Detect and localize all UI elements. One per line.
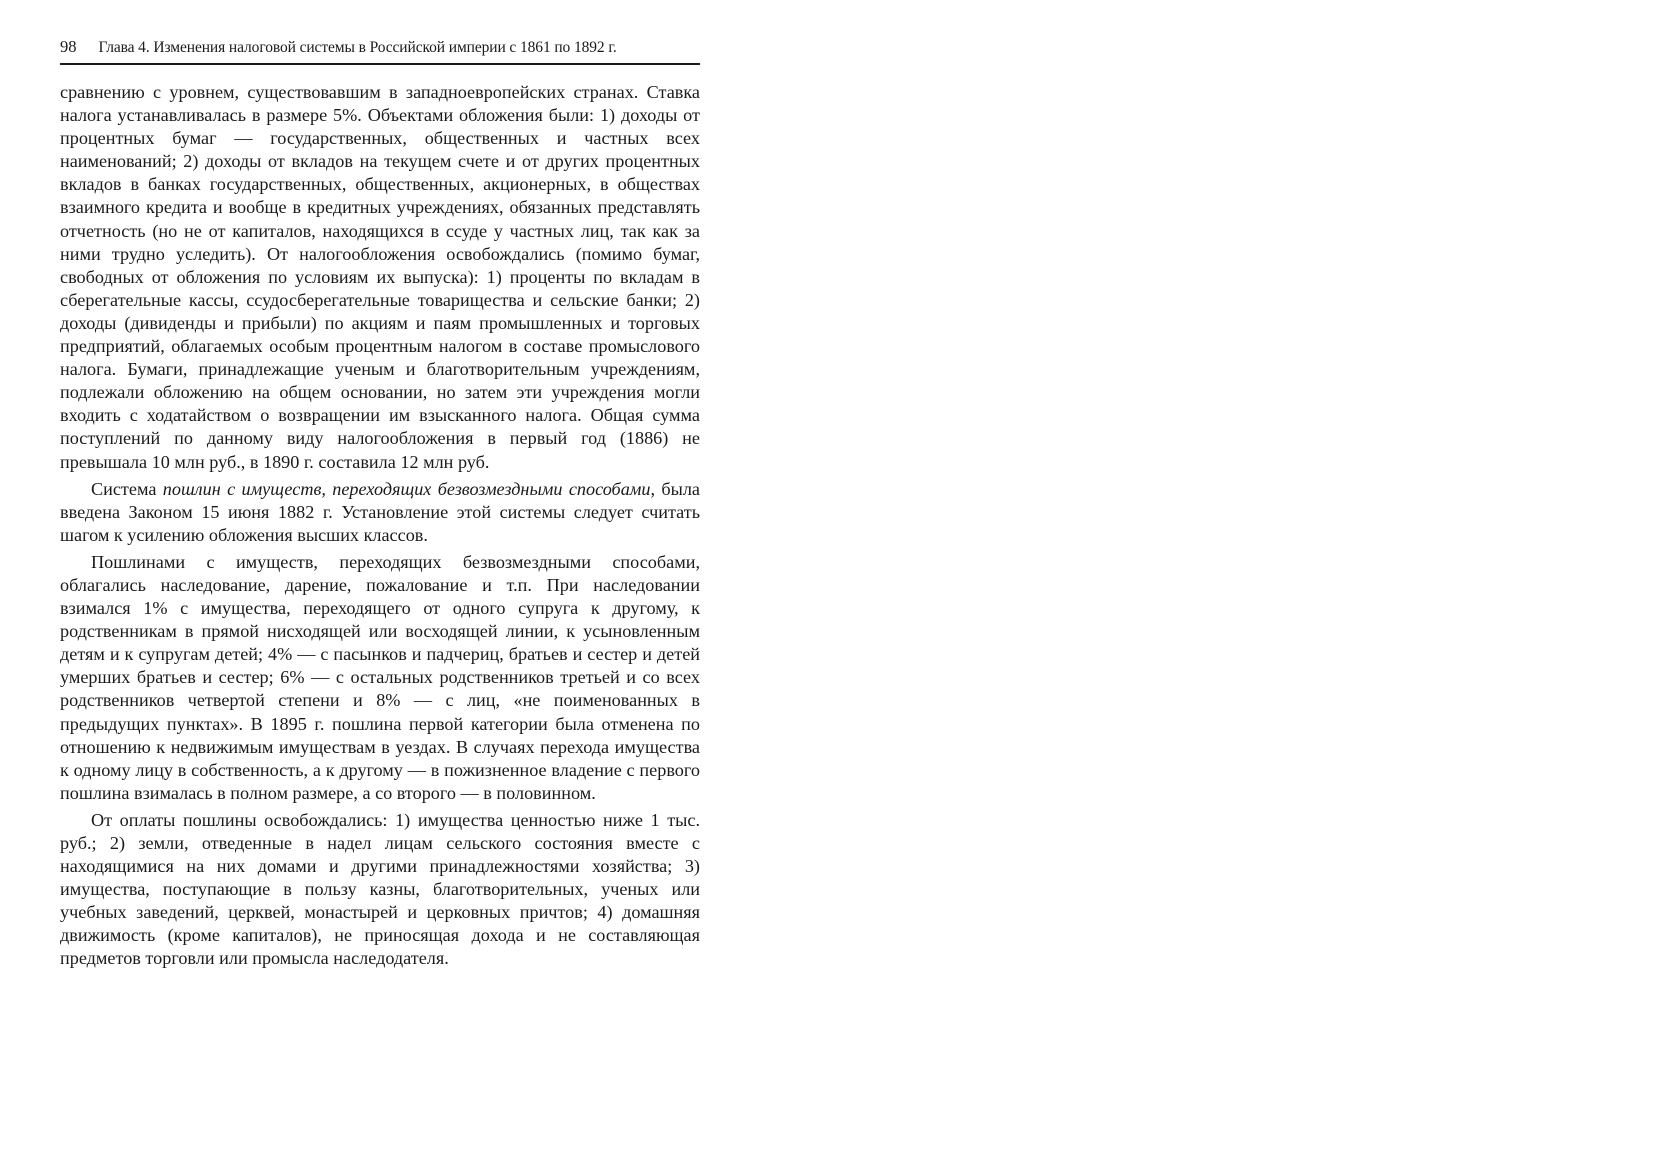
body-text xyxy=(60,81,700,971)
book-page xyxy=(60,36,700,971)
paragraph-rest: , была введена Законом 15 июня 1882 г. Установление этой системы следует считать шагом к усилению обложения высших классов. xyxy=(60,478,701,545)
paragraph-gift-duties-intro xyxy=(60,478,700,547)
running-title: Глава 4. Изменения налоговой системы в Российской империи с 1861 по 1892 г. xyxy=(98,39,617,56)
page-header xyxy=(60,36,700,65)
paragraph-exemptions: От оплаты пошлины освобождались: 1) имущества ценностью ниже 1 тыс. руб.; 2) земли, отведенные в надел лицам сельского состояния вместе с находящимися на них домами и другими принадлежностями хозяйства; 3) имущества, поступающие в пользу казны, благотворительных, ученых или учебных заведений, церквей, монастырей и церковных причтов; 4) домашняя движимость (кроме капиталов), не приносящая дохода и не составляющая предметов торговли или промысла наследодателя. xyxy=(60,809,700,969)
paragraph-lead: Система xyxy=(91,478,163,499)
italic-term: пошлин с имуществ, переходящих безвозмездными способами xyxy=(162,478,651,499)
paragraph-inheritance-rates: Пошлинами с имуществ, переходящих безвозмездными способами, облагались наследование, дарение, пожалование и т.п. При наследовании взимался 1% с имущества, переходящего от одного супруга к другому, к родственникам в прямой нисходящей или восходящей линии, к усыновленным детям и к супругам детей; 4% — с пасынков и падчериц, братьев и сестер и детей умерших братьев и сестер; 6% — с остальных родственников третьей и со всех родственников четвертой степени и 8% — с лиц, «не поименованных в предыдущих пунктах». В 1895 г. пошлина первой категории была отменена по отношению к недвижимым имуществам в уездах. В случаях перехода имущества к одному лицу в собственность, а к другому — в пожизненное владение с первого пошлина взималась в полном размере, а со второго — в половинном. xyxy=(60,551,700,803)
page-number: 98 xyxy=(60,37,77,56)
paragraph-continued: сравнению с уровнем, существовавшим в западноевропейских странах. Ставка налога устанавливалась в размере 5%. Объектами обложения были: 1) доходы от процентных бумаг — государственных, общественных и частных всех наименований; 2) доходы от вкладов на текущем счете и от других процентных вкладов в банках государственных, общественных, акционерных, в обществах взаимного кредита и вообще в кредитных учреждениях, обязанных представлять отчетность (но не от капиталов, находящихся в ссуде у частных лиц, так как за ними трудно уследить). От налогообложения освобождались (помимо бумаг, свободных от обложения по условиям их выпуска): 1) проценты по вкладам в сберегательные кассы, ссудосберегательные товарищества и сельские банки; 2) доходы (дивиденды и прибыли) по акциям и паям промышленных и торговых предприятий, облагаемых особым процентным налогом в составе промыслового налога. Бумаги, принадлежащие ученым и благотворительным учреждениям, подлежали обложению на общем основании, но затем эти учреждения могли входить с ходатайством о возвращении им взысканного налога. Общая сумма поступлений по данному виду налогообложения в первый год (1886) не превышала 10 млн руб., в 1890 г. составила 12 млн руб. xyxy=(60,82,700,472)
